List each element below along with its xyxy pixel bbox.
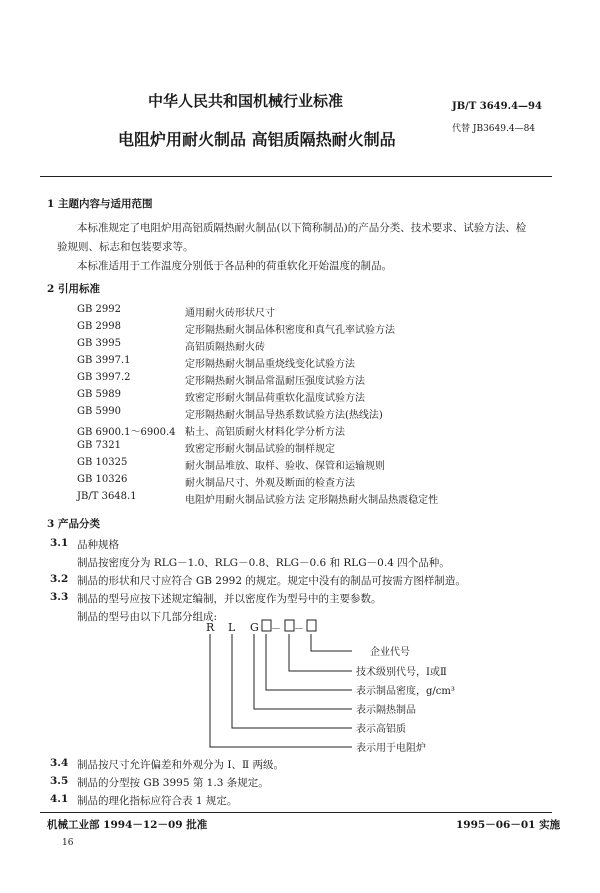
reference-title: 定形隔热耐火制品重烧线变化试验方法: [185, 359, 355, 370]
leader-line-enterprise: [311, 634, 352, 651]
reference-code: GB 3997.2: [77, 372, 131, 383]
section-2-heading: 2 引用标准: [47, 283, 100, 295]
clause-3-2-text: 制品的形状和尺寸应符合 GB 2992 的规定。规定中没有的制品可按需方图样制造。: [77, 575, 466, 587]
model-letter-g: G: [250, 621, 259, 634]
section-1-paragraph-1a: 本标准规定了电阻炉用高铝质隔热耐火制品(以下简称制品)的产品分类、技术要求、试验方法、检: [77, 222, 527, 234]
leader-line-high-alumina: [232, 634, 352, 728]
clause-number: 3.4: [50, 757, 69, 769]
model-box-density: [262, 620, 271, 631]
reference-title: 通用耐火砖形状尺寸: [185, 308, 275, 319]
implementation-date: 1995－06－01 实施: [456, 819, 561, 831]
reference-title: 定形隔热耐火制品体积密度和真气孔率试验方法: [185, 325, 395, 336]
reference-code: GB 5990: [77, 406, 121, 417]
clause-3-1-text: 制品按密度分为 RLG－1.0、RLG－0.8、RLG－0.6 和 RLG－0.4 四个品种。: [77, 557, 450, 569]
reference-title: 高铝质隔热耐火砖: [185, 342, 265, 353]
diagram-label-high-alumina: 表示高铝质: [356, 724, 406, 735]
model-letter-l: L: [228, 621, 236, 634]
reference-code: GB 2992: [77, 304, 121, 315]
model-box-grade: [285, 620, 294, 631]
clause-3-5-text: 制品的分型按 GB 3995 第 1.3 条规定。: [77, 777, 269, 789]
clause-number: 3.2: [50, 573, 69, 585]
diagram-label-enterprise: 企业代号: [370, 647, 410, 658]
reference-title: 致密定形耐火制品荷重软化温度试验方法: [185, 393, 365, 404]
reference-title: 定形隔热耐火制品导热系数试验方法(热线法): [185, 410, 383, 421]
reference-code: GB 5989: [77, 389, 121, 400]
reference-code: GB 6900.1～6900.4: [77, 427, 176, 438]
model-letter-r: R: [206, 621, 215, 634]
replaces-code: 代替 JB3649.4—84: [452, 124, 536, 134]
leader-line-grade: [289, 634, 352, 671]
reference-title: 电阻炉用耐火制品试验方法 定形隔热耐火制品热震稳定性: [185, 495, 439, 506]
clause-3-3-text-2: 制品的型号由以下几部分组成:: [77, 611, 218, 623]
clause-number: 3.1: [50, 537, 69, 549]
standard-code: JB/T 3649.4—94: [452, 101, 542, 112]
reference-title: 耐火制品堆放、取样、验收、保管和运输规则: [185, 461, 385, 472]
clause-number: 3.5: [50, 775, 69, 787]
footer-rule: [40, 812, 552, 813]
reference-code: GB 7321: [77, 440, 121, 451]
clause-3-1-title: 品种规格: [77, 539, 119, 551]
clause-3-4-text: 制品按尺寸允许偏差和外观分为 Ⅰ、Ⅱ 两级。: [77, 759, 284, 771]
diagram-label-density: 表示制品密度，g/cm³: [356, 686, 455, 697]
diagram-label-insulating: 表示隔热制品: [356, 705, 416, 716]
reference-code: GB 10325: [77, 457, 128, 468]
diagram-label-resistance-furnace: 表示用于电阻炉: [356, 743, 426, 754]
reference-code: GB 3995: [77, 338, 121, 349]
section-1-heading: 1 主题内容与适用范围: [47, 198, 153, 210]
approval-date: 机械工业部 1994－12－09 批准: [47, 819, 208, 831]
clause-4-1-text: 制品的理化指标应符合表 1 规定。: [77, 795, 238, 807]
reference-code: GB 10326: [77, 474, 128, 485]
issuing-authority: 中华人民共和国机械行业标准: [148, 92, 344, 110]
diagram-label-grade: 技术级别代号，Ⅰ或Ⅱ: [356, 667, 447, 678]
page-number: 16: [62, 838, 74, 848]
reference-title: 致密定形耐火制品试验的制样规定: [185, 444, 335, 455]
reference-title: 粘土、高铝质耐火材料化学分析方法: [185, 427, 345, 438]
clause-number: 4.1: [50, 793, 69, 805]
clause-number: 3.3: [50, 591, 69, 603]
section-1-paragraph-1b: 验规则、标志和包装要求等。: [57, 241, 194, 253]
model-dash-2: －: [294, 624, 304, 635]
reference-title: 耐火制品尺寸、外观及断面的检查方法: [185, 478, 355, 489]
section-1-paragraph-2: 本标准适用于工作温度分别低于各品种的荷重软化开始温度的制品。: [77, 260, 392, 272]
model-dash-1: －: [271, 624, 281, 635]
clause-3-3-text: 制品的型号应按下述规定编制，并以密度作为型号中的主要参数。: [77, 593, 382, 605]
reference-code: JB/T 3648.1: [77, 491, 137, 502]
leader-line-density: [266, 634, 352, 690]
document-title: 电阻炉用耐火制品 高铝质隔热耐火制品: [118, 130, 396, 149]
reference-code: GB 3997.1: [77, 355, 131, 366]
reference-title: 定形隔热耐火制品常温耐压强度试验方法: [185, 376, 365, 387]
section-3-heading: 3 产品分类: [47, 518, 100, 530]
model-box-enterprise: [307, 620, 316, 631]
reference-code: GB 2998: [77, 321, 121, 332]
